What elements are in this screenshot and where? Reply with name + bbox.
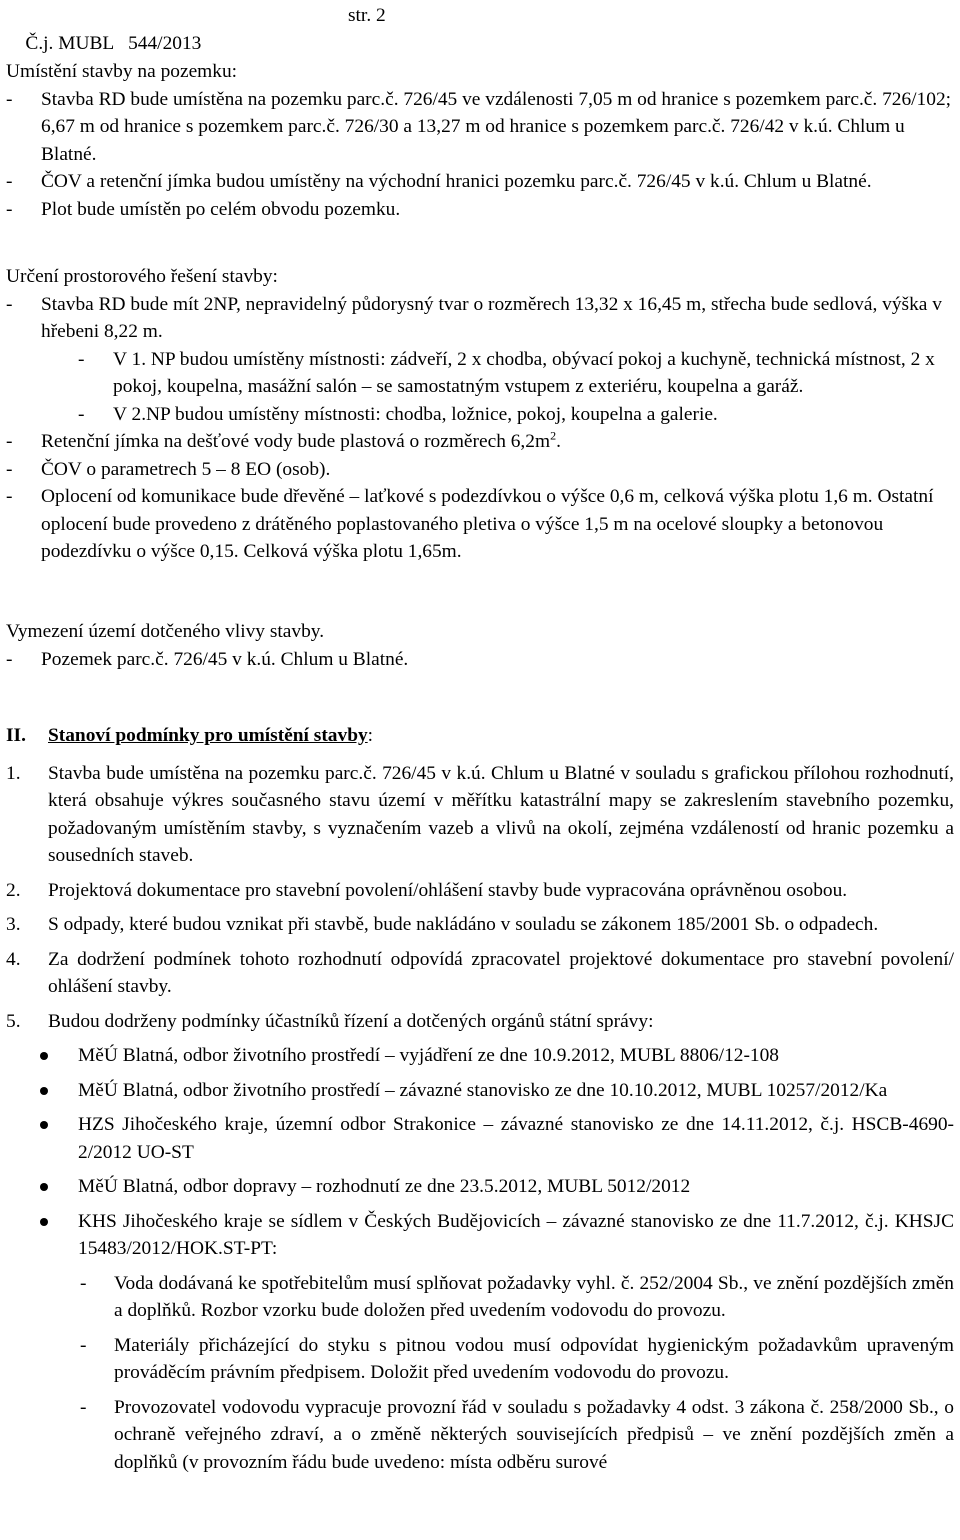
khs-condition: - Voda dodávaná ke spotřebitelům musí splňovat požadavky vyhl. č. 252/2004 Sb., ve znění pozdějších změn a doplňků. Rozbor vzorku bude doložen před uvedením vodovodu do provozu. — [6, 1270, 954, 1325]
item-number: 1. — [6, 762, 21, 784]
sub-list-item: - V 1. NP budou umístěny místnosti: zádveří, 2 x chodba, obývací pokoj a kuchyně, technická místnost, 2 x pokoj, koupelna, masážní salón – se samostatným vstupem z exteriéru, koupelna a garáž. — [78, 346, 954, 401]
tank-end: . — [556, 431, 561, 452]
section-title: Umístění stavby na pozemku: — [6, 61, 238, 82]
page-number: str. 2 — [348, 5, 386, 26]
bullet-item: KHS Jihočeského kraje se sídlem v Českých Budějovicích – závazné stanovisko ze dne 11.7.2012, č.j. KHSJC 15483/2012/HOK.ST-PT: — [6, 1208, 954, 1263]
heading-colon: : — [367, 725, 374, 746]
numbered-item — [6, 911, 954, 939]
roman-numeral: II. — [6, 725, 26, 746]
numbered-item — [6, 760, 954, 870]
numbered-item — [6, 1008, 954, 1036]
reference-number: Č.j. MUBL 544/2013 — [25, 32, 202, 54]
item-text: S odpady, které budou vznikat při stavbě, bude nakládáno v souladu se zákonem 185/2001 Sb. o odpadech. — [48, 914, 879, 935]
bullet-item: MěÚ Blatná, odbor dopravy – rozhodnutí ze dne 23.5.2012, MUBL 5012/2012 — [6, 1173, 954, 1201]
khs-condition: - Provozovatel vodovodu vypracuje provozní řád v souladu s požadavky 4 odst. 3 zákona č. 258/2000 Sb., o ochraně veřejného zdraví, a o změně některých souvisejících předpisů – ve znění pozdějších změn a doplňků (v provozním řádu bude uvedeno: místa odběru surové — [6, 1394, 954, 1477]
list-item: - Plot bude umístěn po celém obvodu pozemku. — [6, 196, 954, 224]
section-affected-area — [6, 618, 954, 673]
section-title: Určení prostorového řešení stavby: — [6, 266, 278, 287]
section-heading-text: Stanoví podmínky pro umístění stavby — [48, 725, 368, 746]
section-heading — [6, 722, 954, 750]
list-item: - Pozemek parc.č. 726/45 v k.ú. Chlum u Blatné. — [6, 646, 954, 674]
section-spatial-solution — [6, 263, 954, 566]
sub-list-item: - V 2.NP budou umístěny místnosti: chodba, ložnice, pokoj, koupelna a galerie. — [78, 401, 954, 429]
tank-text: Retenční jímka na dešťové vody bude plastová o rozměrech 6,2m — [41, 431, 551, 452]
section-title: Vymezení území dotčeného vlivy stavby. — [6, 621, 325, 642]
list-item: - ČOV o parametrech 5 – 8 EO (osob). — [6, 456, 954, 484]
section-placement — [6, 58, 954, 223]
list-item: - Stavba RD bude umístěna na pozemku parc.č. 726/45 ve vzdálenosti 7,05 m od hranice s pozemkem parc.č. 726/102; 6,67 m od hranice s pozemkem parc.č. 726/30 a 13,27 m od hranice s pozemkem parc.č. 726/42 v k.ú. Chlum u Blatné. — [6, 86, 954, 169]
bullet-item: MěÚ Blatná, odbor životního prostředí – závazné stanovisko ze dne 10.10.2012, MUBL 10257/2012/Ka — [6, 1077, 954, 1105]
item-number: 4. — [6, 948, 21, 970]
list-item: - Oplocení od komunikace bude dřevěné – laťkové s podezdívkou o výšce 0,6 m, celková výška plotu 1,6 m. Ostatní oplocení bude provedeno z drátěného poplastovaného pletiva o výšce 1,5 m na ocelové sloupky a betonovou podezdívku o výšce 0,15. Celková výška plotu 1,65m. — [6, 483, 954, 566]
list-item: - ČOV a retenční jímka budou umístěny na východní hranici pozemku parc.č. 726/45 v k.ú. Chlum u Blatné. — [6, 168, 954, 196]
bullet-item: MěÚ Blatná, odbor životního prostředí – vyjádření ze dne 10.9.2012, MUBL 8806/12-108 — [6, 1042, 954, 1070]
item-text: Stavba bude umístěna na pozemku parc.č. 726/45 v k.ú. Chlum u Blatné v souladu s grafickou přílohou rozhodnutí, která obsahuje výkres současného stavu území v měřítku katastrální mapy se zakreslením stavebního pozemku, požadovaným umístěním stavby, s vyznačením vazeb a vlivů na okolí, zejména vzdáleností od hranic pozemku a sousedních staveb. — [48, 762, 954, 866]
bullet-item: HZS Jihočeského kraje, územní odbor Strakonice – závazné stanovisko ze dne 14.11.2012, č.j. HSCB-4690-2/2012 UO-ST — [6, 1111, 954, 1166]
tank-sup: 2 — [550, 428, 557, 443]
item-text: Za dodržení podmínek tohoto rozhodnutí odpovídá zpracovatel projektové dokumentace pro stavební povolení/ ohlášení stavby. — [48, 948, 954, 997]
numbered-item — [6, 946, 954, 1001]
item-number: 3. — [6, 914, 21, 935]
numbered-item — [6, 877, 954, 905]
list-item: - Stavba RD bude mít 2NP, nepravidelný půdorysný tvar o rozměrech 13,32 x 16,45 m, střecha bude sedlová, výška v hřebeni 8,22 m. — [6, 291, 954, 346]
khs-condition: - Materiály přicházející do styku s pitnou vodou musí odpovídat hygienickým požadavkům upraveným prováděcím právním předpisem. Doložit před uvedením vodovodu do provozu. — [6, 1332, 954, 1387]
list-item — [6, 428, 954, 456]
item-text: Budou dodrženy podmínky účastníků řízení a dotčených orgánů státní správy: — [48, 1010, 654, 1032]
item-number: 2. — [6, 879, 21, 901]
section-conditions — [6, 722, 954, 1483]
item-number: 5. — [6, 1010, 21, 1032]
item-text: Projektová dokumentace pro stavební povolení/ohlášení stavby bude vypracována oprávněnou osobou. — [48, 879, 848, 901]
